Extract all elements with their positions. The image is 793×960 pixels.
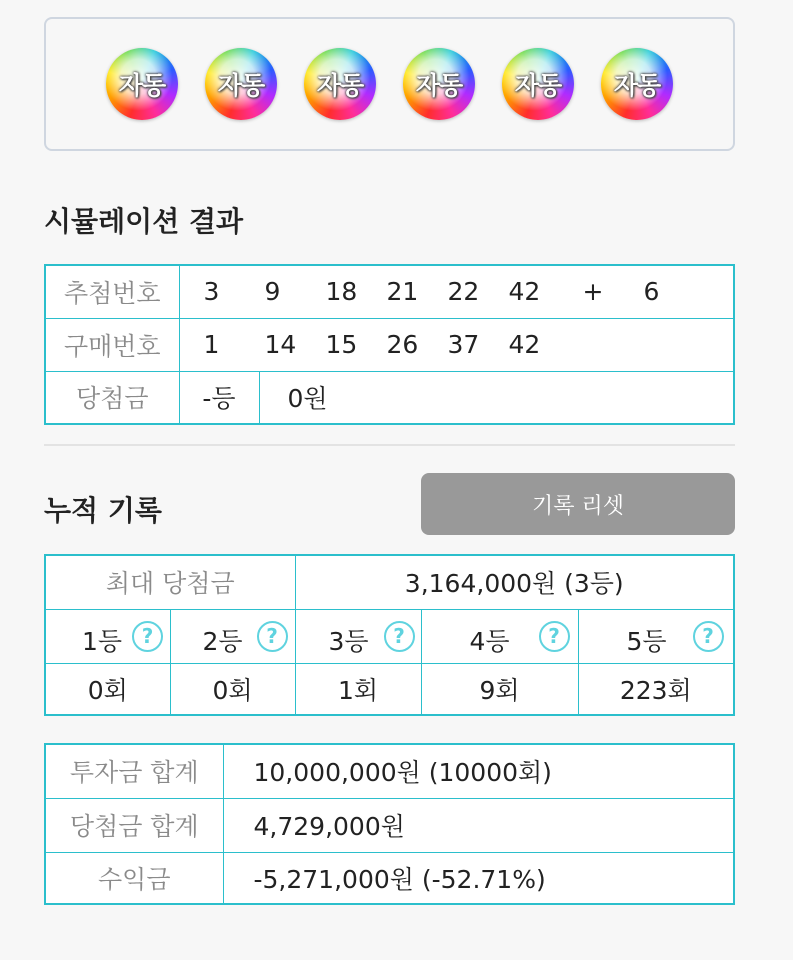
rank-label: 1등 — [82, 626, 123, 656]
rank-3-count: 1회 — [295, 663, 421, 715]
win-sum-row — [45, 798, 734, 852]
profit-label: 수익금 — [45, 852, 223, 904]
help-icon[interactable]: ? — [693, 621, 724, 652]
rank-count-row — [45, 663, 734, 715]
sim-result-table — [44, 264, 735, 425]
auto-ball-label: 자동 — [514, 71, 562, 100]
invest-label: 투자금 합계 — [45, 744, 223, 798]
buy-numbers-cell — [179, 318, 734, 371]
profit-value: -5,271,000원 (-52.71%) — [223, 852, 734, 904]
section-divider — [44, 444, 735, 446]
buy-number: 15 — [325, 330, 358, 359]
auto-ball-label: 자동 — [613, 71, 661, 100]
win-number: 9 — [264, 277, 281, 307]
auto-ball-label: 자동 — [316, 71, 364, 100]
rank-label: 2등 — [202, 626, 243, 656]
reset-record-button[interactable]: 기록 리셋 — [421, 473, 735, 535]
win-numbers-cell — [179, 265, 734, 318]
buy-number: 26 — [386, 330, 419, 359]
win-numbers-row — [45, 265, 734, 318]
auto-ball-5[interactable] — [502, 48, 574, 120]
buy-numbers-label: 구매번호 — [45, 318, 179, 371]
cumulative-table — [44, 554, 735, 716]
win-number: 3 — [203, 277, 220, 307]
max-prize-row — [45, 555, 734, 609]
rank-3-header — [295, 609, 421, 663]
summary-table — [44, 743, 735, 905]
buy-number: 14 — [264, 330, 297, 359]
win-number: 22 — [447, 277, 480, 307]
bonus-number: 6 — [643, 277, 660, 307]
rank-1-header — [45, 609, 170, 663]
prize-label: 당첨금 — [45, 371, 179, 424]
auto-ball-3[interactable] — [304, 48, 376, 120]
max-prize-value: 3,164,000원 (3등) — [295, 555, 734, 609]
prize-row — [45, 371, 734, 424]
rank-label: 5등 — [626, 626, 667, 656]
prize-amount: 0원 — [259, 371, 734, 424]
invest-value: 10,000,000원 (10000회) — [223, 744, 734, 798]
rank-2-header — [170, 609, 295, 663]
help-icon[interactable]: ? — [257, 621, 288, 652]
auto-ball-label: 자동 — [415, 71, 463, 100]
auto-ball-1[interactable] — [106, 48, 178, 120]
rank-5-count: 223회 — [578, 663, 734, 715]
win-number: 42 — [508, 277, 541, 307]
prize-rank: -등 — [179, 371, 259, 424]
auto-ball-6[interactable] — [601, 48, 673, 120]
auto-ball-label: 자동 — [118, 71, 166, 100]
help-icon[interactable]: ? — [132, 621, 163, 652]
win-sum-label: 당첨금 합계 — [45, 798, 223, 852]
help-icon[interactable]: ? — [539, 621, 570, 652]
ball-panel — [44, 17, 735, 151]
buy-number: 1 — [203, 330, 220, 359]
win-number: 18 — [325, 277, 358, 307]
rank-5-header — [578, 609, 734, 663]
win-sum-value: 4,729,000원 — [223, 798, 734, 852]
auto-ball-2[interactable] — [205, 48, 277, 120]
auto-ball-label: 자동 — [217, 71, 265, 100]
max-prize-label: 최대 당첨금 — [45, 555, 295, 609]
win-number: 21 — [386, 277, 419, 307]
sim-result-title: 시뮬레이션 결과 — [44, 205, 244, 238]
bonus-plus: + — [582, 277, 604, 307]
rank-1-count: 0회 — [45, 663, 170, 715]
cumulative-title: 누적 기록 — [44, 494, 162, 527]
invest-row — [45, 744, 734, 798]
rank-label: 4등 — [469, 626, 510, 656]
buy-number: 37 — [447, 330, 480, 359]
win-numbers-label: 추첨번호 — [45, 265, 179, 318]
rank-4-header — [421, 609, 578, 663]
rank-label: 3등 — [328, 626, 369, 656]
rank-header-row — [45, 609, 734, 663]
buy-numbers-row — [45, 318, 734, 371]
profit-row — [45, 852, 734, 904]
buy-number: 42 — [508, 330, 541, 359]
rank-2-count: 0회 — [170, 663, 295, 715]
rank-4-count: 9회 — [421, 663, 578, 715]
help-icon[interactable]: ? — [384, 621, 415, 652]
auto-ball-4[interactable] — [403, 48, 475, 120]
